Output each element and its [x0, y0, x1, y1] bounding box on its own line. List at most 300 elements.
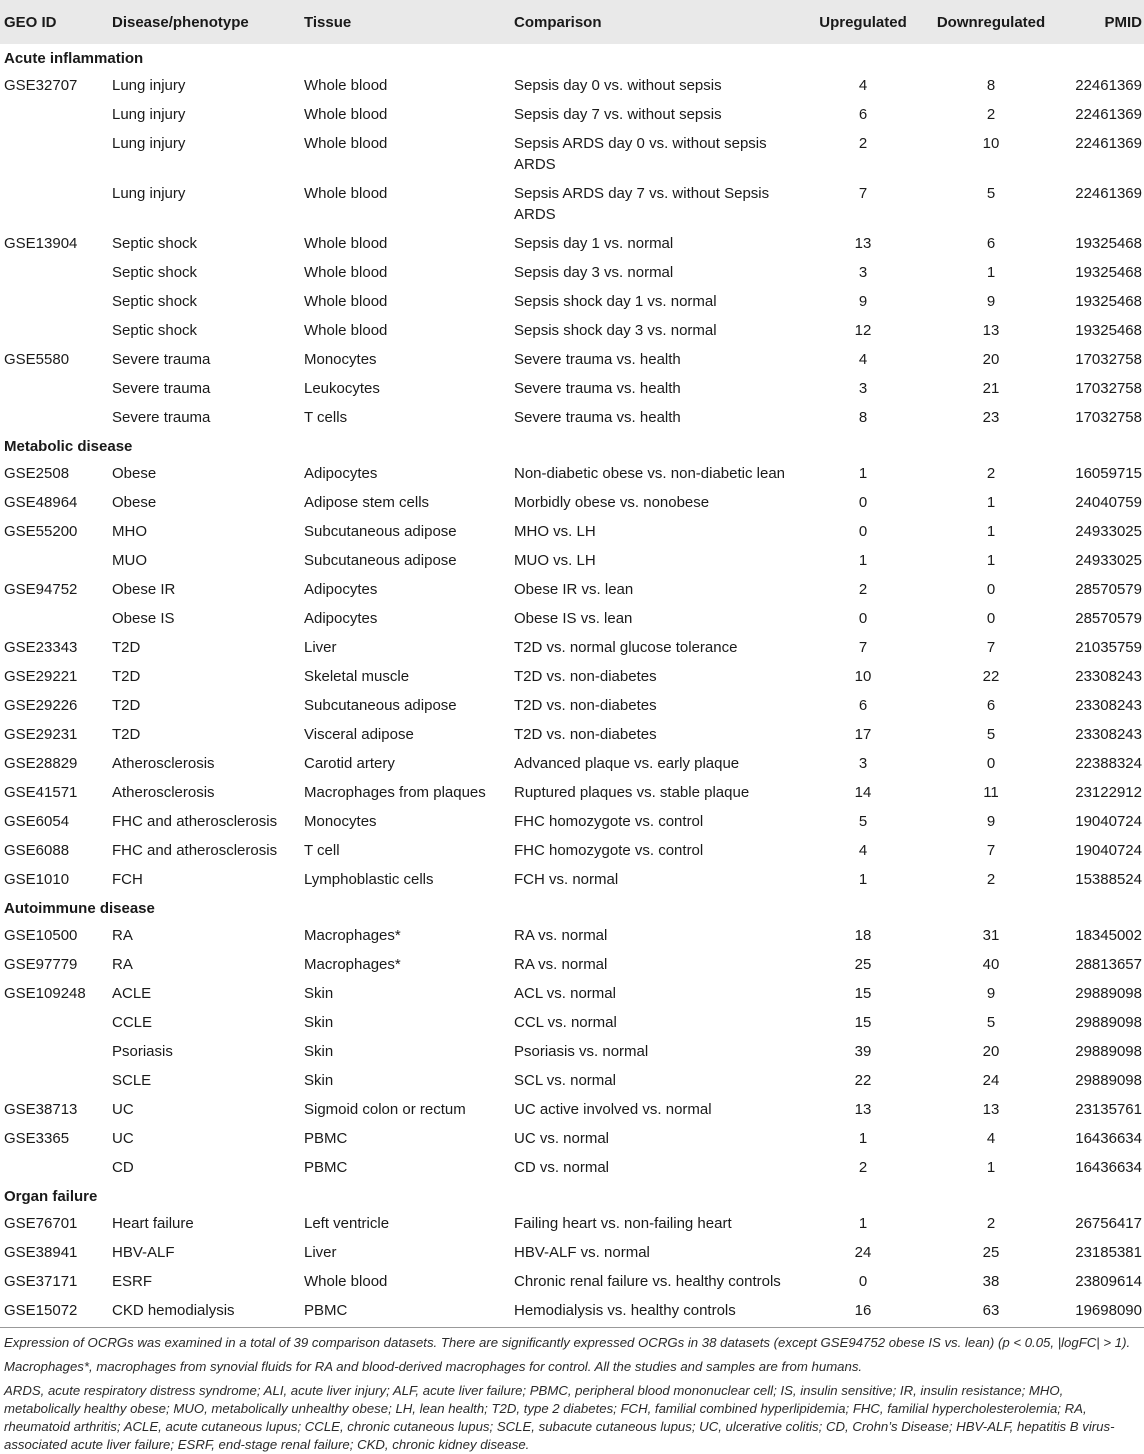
cell-tissue: Carotid artery [304, 755, 395, 772]
cell-upregulated: 1 [858, 552, 868, 569]
cell-upregulated: 6 [858, 106, 868, 123]
cell-tissue: Skin [304, 1072, 334, 1089]
cell-downregulated: 0 [986, 755, 996, 772]
cell-downregulated: 10 [982, 135, 1000, 152]
cell-pmid: 28570579 [1075, 610, 1142, 627]
cell-pmid: 16059715 [1075, 465, 1142, 482]
cell-upregulated: 25 [854, 956, 872, 973]
cell-comparison: Sepsis day 3 vs. normal [514, 264, 674, 281]
cell-geo-id: GSE55200 [4, 523, 78, 540]
table-row [0, 71, 1144, 100]
cell-pmid: 19325468 [1075, 264, 1142, 281]
table-row [0, 1238, 1144, 1267]
table-row [0, 1124, 1144, 1153]
cell-tissue: Macrophages* [304, 927, 401, 944]
cell-disease: MHO [112, 523, 147, 540]
table-row [0, 179, 1144, 229]
cell-comparison: Hemodialysis vs. healthy controls [510, 1296, 798, 1328]
cell-pmid: 29889098 [1075, 985, 1142, 1002]
cell-geo-id [0, 1037, 108, 1066]
cell-tissue: Macrophages from plaques [304, 784, 486, 801]
table-row [0, 807, 1144, 836]
cell-disease: Atherosclerosis [112, 755, 215, 772]
cell-comparison: Obese IR vs. lean [514, 581, 634, 598]
cell-disease: CKD hemodialysis [108, 1296, 300, 1328]
cell-disease: MUO [112, 552, 147, 569]
cell-tissue: Skin [304, 1043, 334, 1060]
section-row [0, 1182, 1144, 1209]
table-row [0, 950, 1144, 979]
header-upregulated: Upregulated [819, 13, 907, 31]
cell-downregulated: 6 [986, 697, 996, 714]
cell-disease: UC [112, 1130, 134, 1147]
cell-disease: ACLE [112, 985, 152, 1002]
cell-tissue: Subcutaneous adipose [304, 697, 457, 714]
cell-geo-id [0, 316, 108, 345]
cell-pmid: 17032758 [1075, 409, 1142, 426]
cell-disease: Atherosclerosis [112, 784, 215, 801]
cell-comparison: T2D vs. non-diabetes [514, 726, 657, 743]
cell-pmid: 22461369 [1075, 185, 1142, 202]
cell-downregulated: 11 [983, 784, 999, 801]
cell-comparison: Sepsis shock day 1 vs. normal [514, 293, 717, 310]
cell-geo-id: GSE29221 [4, 668, 78, 685]
cell-tissue: Skeletal muscle [304, 668, 410, 685]
cell-disease: Obese IR [112, 581, 176, 598]
cell-disease: UC [112, 1101, 134, 1118]
cell-comparison: UC active involved vs. normal [514, 1101, 712, 1118]
table-row [0, 517, 1144, 546]
cell-downregulated: 6 [986, 235, 996, 252]
table-row [0, 287, 1144, 316]
section-title: Organ failure [4, 1188, 98, 1205]
cell-pmid: 28813657 [1075, 956, 1142, 973]
cell-disease: Severe trauma [112, 351, 211, 368]
cell-pmid: 23135761 [1075, 1101, 1142, 1118]
table-row [0, 1267, 1144, 1296]
cell-comparison: Sepsis day 1 vs. normal [514, 235, 674, 252]
cell-disease: ESRF [112, 1273, 153, 1290]
table-row [0, 229, 1144, 258]
cell-geo-id: GSE5580 [4, 351, 70, 368]
cell-tissue: Whole blood [304, 1273, 388, 1290]
cell-disease: Lung injury [112, 106, 186, 123]
cell-comparison: CD vs. normal [514, 1159, 610, 1176]
cell-pmid: 17032758 [1075, 351, 1142, 368]
cell-pmid: 22461369 [1075, 77, 1142, 94]
table-row [0, 374, 1144, 403]
cell-downregulated: 25 [982, 1244, 1000, 1261]
cell-pmid: 19325468 [1075, 293, 1142, 310]
cell-pmid: 24040759 [1075, 494, 1142, 511]
cell-comparison: Severe trauma vs. health [514, 351, 681, 368]
cell-comparison: T2D vs. non-diabetes [514, 697, 657, 714]
cell-tissue: Whole blood [304, 106, 388, 123]
cell-upregulated: 4 [858, 842, 868, 859]
cell-disease: Obese [112, 465, 157, 482]
cell-pmid: 18345002 [1075, 927, 1142, 944]
cell-tissue: PBMC [300, 1296, 510, 1328]
cell-upregulated: 6 [858, 697, 868, 714]
cell-comparison: RA vs. normal [514, 956, 608, 973]
cell-geo-id [0, 604, 108, 633]
cell-upregulated: 16 [798, 1296, 924, 1328]
cell-geo-id: GSE23343 [4, 639, 78, 656]
cell-downregulated: 21 [982, 380, 1000, 397]
cell-upregulated: 2 [858, 135, 868, 152]
cell-downregulated: 1 [986, 494, 996, 511]
footnotes [0, 1328, 1144, 1454]
cell-pmid: 23308243 [1075, 726, 1142, 743]
cell-tissue: Liver [304, 1244, 337, 1261]
cell-geo-id [0, 179, 108, 229]
cell-upregulated: 0 [858, 523, 868, 540]
cell-comparison: MHO vs. LH [514, 523, 596, 540]
cell-upregulated: 3 [858, 264, 868, 281]
cell-disease: FCH [112, 871, 143, 888]
cell-downregulated: 4 [986, 1130, 996, 1147]
cell-comparison: FHC homozygote vs. control [514, 842, 704, 859]
cell-upregulated: 8 [858, 409, 868, 426]
cell-disease: CD [112, 1159, 134, 1176]
table-row [0, 633, 1144, 662]
cell-pmid: 23308243 [1075, 697, 1142, 714]
table-row [0, 403, 1144, 432]
cell-upregulated: 13 [854, 235, 872, 252]
cell-comparison: Sepsis day 7 vs. without sepsis [514, 106, 722, 123]
cell-disease: FHC and atherosclerosis [112, 842, 278, 859]
cell-downregulated: 63 [924, 1296, 1054, 1328]
cell-comparison: Sepsis ARDS day 0 vs. without sepsis ARDS [514, 135, 767, 173]
cell-disease: Lung injury [112, 77, 186, 94]
cell-geo-id [0, 1066, 108, 1095]
cell-tissue: Adipocytes [304, 465, 378, 482]
table-row [0, 662, 1144, 691]
cell-disease: Septic shock [112, 322, 198, 339]
cell-pmid: 15388524 [1075, 871, 1142, 888]
cell-upregulated: 2 [858, 581, 868, 598]
cell-upregulated: 15 [854, 1014, 872, 1031]
cell-downregulated: 0 [986, 610, 996, 627]
cell-upregulated: 10 [854, 668, 872, 685]
table-row [0, 604, 1144, 633]
cell-geo-id: GSE38941 [4, 1244, 78, 1261]
cell-tissue: Whole blood [304, 264, 388, 281]
footnote: Expression of OCRGs was examined in a total of 39 comparison datasets. There are significantly expressed OCRGs in 38 datasets (except GSE94752 obese IS vs. lean) (p < 0.05, |logFC| > 1). [4, 1335, 1131, 1350]
cell-downregulated: 2 [986, 465, 996, 482]
cell-disease: FHC and atherosclerosis [112, 813, 278, 830]
cell-pmid: 29889098 [1075, 1043, 1142, 1060]
cell-disease: Severe trauma [112, 380, 211, 397]
cell-downregulated: 40 [982, 956, 1000, 973]
cell-pmid: 19698090 [1054, 1296, 1144, 1328]
cell-downregulated: 20 [982, 1043, 1000, 1060]
section-row [0, 432, 1144, 459]
table-row [0, 865, 1144, 894]
cell-downregulated: 2 [986, 1215, 996, 1232]
cell-comparison: Sepsis ARDS day 7 vs. without Sepsis ARDS [514, 185, 770, 223]
cell-tissue: Whole blood [304, 77, 388, 94]
cell-tissue: Macrophages* [304, 956, 401, 973]
cell-comparison: Severe trauma vs. health [514, 409, 681, 426]
cell-pmid: 19325468 [1075, 235, 1142, 252]
section-row [0, 894, 1144, 921]
cell-comparison: RA vs. normal [514, 927, 608, 944]
section-title: Metabolic disease [4, 438, 133, 455]
cell-disease: T2D [112, 668, 141, 685]
table-header [0, 0, 1144, 44]
table-row [0, 1209, 1144, 1238]
cell-downregulated: 8 [986, 77, 996, 94]
cell-pmid: 23809614 [1075, 1273, 1142, 1290]
table-row [0, 129, 1144, 179]
header-tissue: Tissue [304, 13, 352, 31]
cell-comparison: UC vs. normal [514, 1130, 610, 1147]
cell-geo-id [0, 374, 108, 403]
cell-comparison: HBV-ALF vs. normal [514, 1244, 650, 1261]
cell-geo-id: GSE2508 [4, 465, 70, 482]
cell-pmid: 29889098 [1075, 1014, 1142, 1031]
table-row [0, 778, 1144, 807]
section-title: Autoimmune disease [4, 900, 155, 917]
cell-tissue: Whole blood [304, 135, 388, 152]
cell-geo-id: GSE13904 [4, 235, 78, 252]
cell-comparison: ACL vs. normal [514, 985, 616, 1002]
cell-tissue: Liver [304, 639, 337, 656]
cell-geo-id: GSE6054 [4, 813, 70, 830]
cell-disease: Septic shock [112, 235, 198, 252]
table-row [0, 979, 1144, 1008]
cell-geo-id: GSE37171 [4, 1273, 78, 1290]
cell-upregulated: 18 [854, 927, 872, 944]
cell-downregulated: 20 [982, 351, 1000, 368]
cell-disease: HBV-ALF [112, 1244, 175, 1261]
table-row [0, 1066, 1144, 1095]
cell-comparison: Non-diabetic obese vs. non-diabetic lean [514, 465, 786, 482]
cell-geo-id: GSE1010 [4, 871, 70, 888]
cell-disease: RA [112, 927, 133, 944]
cell-geo-id [0, 1153, 108, 1182]
cell-disease: Septic shock [112, 264, 198, 281]
cell-disease: Heart failure [112, 1215, 194, 1232]
header-geo-id: GEO ID [4, 13, 57, 31]
cell-pmid: 29889098 [1075, 1072, 1142, 1089]
cell-disease: T2D [112, 639, 141, 656]
cell-disease: Septic shock [112, 293, 198, 310]
cell-geo-id: GSE97779 [4, 956, 78, 973]
cell-upregulated: 17 [854, 726, 872, 743]
cell-upregulated: 1 [858, 465, 868, 482]
header-row [0, 0, 1144, 44]
table-row [0, 749, 1144, 778]
cell-geo-id: GSE6088 [4, 842, 70, 859]
cell-downregulated: 5 [986, 1014, 996, 1031]
cell-upregulated: 4 [858, 351, 868, 368]
cell-downregulated: 2 [986, 871, 996, 888]
cell-upregulated: 0 [858, 1273, 868, 1290]
cell-upregulated: 2 [858, 1159, 868, 1176]
cell-disease: Obese IS [112, 610, 175, 627]
table-row [0, 1008, 1144, 1037]
cell-geo-id [0, 403, 108, 432]
cell-geo-id: GSE15072 [0, 1296, 108, 1328]
cell-tissue: Subcutaneous adipose [304, 523, 457, 540]
cell-geo-id: GSE28829 [4, 755, 78, 772]
cell-upregulated: 3 [858, 755, 868, 772]
cell-downregulated: 31 [982, 927, 1000, 944]
cell-downregulated: 23 [982, 409, 1000, 426]
cell-downregulated: 0 [986, 581, 996, 598]
cell-geo-id: GSE29226 [4, 697, 78, 714]
cell-downregulated: 13 [982, 322, 1000, 339]
cell-upregulated: 13 [854, 1101, 872, 1118]
cell-tissue: Visceral adipose [304, 726, 414, 743]
table-row [0, 691, 1144, 720]
table-row [0, 459, 1144, 488]
cell-disease: SCLE [112, 1072, 152, 1089]
cell-tissue: PBMC [304, 1130, 348, 1147]
cell-pmid: 23122912 [1075, 784, 1142, 801]
table-row [0, 100, 1144, 129]
cell-upregulated: 1 [858, 871, 868, 888]
cell-upregulated: 5 [858, 813, 868, 830]
cell-pmid: 19325468 [1075, 322, 1142, 339]
cell-pmid: 28570579 [1075, 581, 1142, 598]
cell-geo-id: GSE41571 [4, 784, 78, 801]
cell-pmid: 19040724 [1075, 842, 1142, 859]
cell-downregulated: 7 [986, 639, 996, 656]
cell-downregulated: 13 [982, 1101, 1000, 1118]
cell-pmid: 16436634 [1075, 1130, 1142, 1147]
footnote: ARDS, acute respiratory distress syndrome; ALI, acute liver injury; ALF, acute liver failure; PBMC, peripheral blood mononuclear cell; IS, insulin sensitive; IR, insulin resistance; MHO, metabolically healthy obese; MUO, metabolically unhealthy obese; LH, lean health; T2D, type 2 diabetes; FCH, familial combined hyperlipidemia; FHC, familial hypercholesterolemia; RA, rheumatoid arthritis; ACLE, acute cutaneous lupus; CCLE, chronic cutaneous lupus; SCLE, subacute cutaneous lupus; UC, ulcerative colitis; CD, Crohn’s Disease; HBV-ALF, hepatitis B virus-associated acute liver failure; ESRF, end-stage renal failure; CKD, chronic kidney disease. [4, 1383, 1115, 1452]
cell-geo-id: GSE38713 [4, 1101, 78, 1118]
cell-comparison: Advanced plaque vs. early plaque [514, 755, 740, 772]
cell-pmid: 26756417 [1075, 1215, 1142, 1232]
cell-pmid: 22461369 [1075, 106, 1142, 123]
cell-disease: Severe trauma [112, 409, 211, 426]
footnote: Macrophages*, macrophages from synovial fluids for RA and blood-derived macrophages for control. All the studies and samples are from humans. [4, 1359, 863, 1374]
cell-comparison: Failing heart vs. non-failing heart [514, 1215, 732, 1232]
cell-geo-id: GSE10500 [4, 927, 78, 944]
cell-comparison: Severe trauma vs. health [514, 380, 681, 397]
cell-pmid: 17032758 [1075, 380, 1142, 397]
cell-upregulated: 0 [858, 610, 868, 627]
cell-comparison: Psoriasis vs. normal [514, 1043, 649, 1060]
cell-pmid: 23185381 [1075, 1244, 1142, 1261]
cell-disease: Lung injury [112, 135, 186, 152]
table-row [0, 488, 1144, 517]
cell-upregulated: 1 [858, 1215, 868, 1232]
cell-geo-id: GSE29231 [4, 726, 78, 743]
cell-upregulated: 12 [854, 322, 872, 339]
table-row [0, 258, 1144, 287]
cell-downregulated: 9 [986, 293, 996, 310]
cell-geo-id [0, 1008, 108, 1037]
cell-downregulated: 9 [986, 985, 996, 1002]
cell-upregulated: 39 [854, 1043, 872, 1060]
cell-tissue: Adipose stem cells [304, 494, 430, 511]
cell-tissue: Adipocytes [304, 610, 378, 627]
cell-geo-id: GSE32707 [4, 77, 78, 94]
cell-pmid: 22388324 [1075, 755, 1142, 772]
cell-comparison: Sepsis day 0 vs. without sepsis [514, 77, 722, 94]
cell-pmid: 19040724 [1075, 813, 1142, 830]
cell-tissue: Leukocytes [304, 380, 380, 397]
cell-tissue: Sigmoid colon or rectum [304, 1101, 466, 1118]
cell-tissue: Monocytes [304, 351, 377, 368]
section-title: Acute inflammation [4, 50, 144, 67]
table-row [0, 316, 1144, 345]
cell-comparison: CCL vs. normal [514, 1014, 617, 1031]
cell-geo-id: GSE109248 [4, 985, 86, 1002]
cell-comparison: Chronic renal failure vs. healthy controls [514, 1273, 781, 1290]
cell-tissue: Lymphoblastic cells [304, 871, 434, 888]
table-row [0, 720, 1144, 749]
cell-downregulated: 1 [986, 1159, 996, 1176]
table-row [0, 1153, 1144, 1182]
cell-geo-id: GSE76701 [4, 1215, 78, 1232]
cell-pmid: 24933025 [1075, 552, 1142, 569]
cell-pmid: 22461369 [1075, 135, 1142, 152]
table-row [0, 1296, 1144, 1328]
cell-disease: CCLE [112, 1014, 153, 1031]
table-row [0, 1095, 1144, 1124]
cell-geo-id [0, 100, 108, 129]
cell-tissue: Monocytes [304, 813, 377, 830]
cell-geo-id [0, 258, 108, 287]
table-row [0, 546, 1144, 575]
cell-tissue: T cells [304, 409, 348, 426]
cell-comparison: FCH vs. normal [514, 871, 619, 888]
cell-downregulated: 9 [986, 813, 996, 830]
cell-tissue: Whole blood [304, 185, 388, 202]
table-row [0, 575, 1144, 604]
cell-downregulated: 1 [986, 523, 996, 540]
table-row [0, 921, 1144, 950]
cell-geo-id: GSE48964 [4, 494, 78, 511]
cell-upregulated: 22 [854, 1072, 872, 1089]
cell-upregulated: 3 [858, 380, 868, 397]
cell-tissue: PBMC [304, 1159, 348, 1176]
cell-upregulated: 4 [858, 77, 868, 94]
cell-comparison: T2D vs. non-diabetes [514, 668, 657, 685]
cell-disease: Lung injury [112, 185, 186, 202]
cell-geo-id [0, 129, 108, 179]
cell-comparison: T2D vs. normal glucose tolerance [514, 639, 738, 656]
cell-disease: RA [112, 956, 133, 973]
cell-pmid: 16436634 [1075, 1159, 1142, 1176]
table-row [0, 836, 1144, 865]
cell-tissue: Whole blood [304, 293, 388, 310]
header-comparison: Comparison [514, 13, 602, 31]
cell-disease: Obese [112, 494, 157, 511]
section-row [0, 44, 1144, 71]
cell-comparison: Sepsis shock day 3 vs. normal [514, 322, 717, 339]
cell-disease: T2D [112, 697, 141, 714]
table-row [0, 345, 1144, 374]
cell-pmid: 21035759 [1075, 639, 1142, 656]
cell-tissue: T cell [304, 842, 340, 859]
table-row [0, 1037, 1144, 1066]
cell-tissue: Skin [304, 1014, 334, 1031]
cell-downregulated: 38 [982, 1273, 1000, 1290]
cell-upregulated: 0 [858, 494, 868, 511]
cell-tissue: Skin [304, 985, 334, 1002]
cell-downregulated: 1 [986, 264, 996, 281]
cell-upregulated: 7 [858, 185, 868, 202]
cell-tissue: Whole blood [304, 235, 388, 252]
cell-downregulated: 5 [986, 185, 996, 202]
